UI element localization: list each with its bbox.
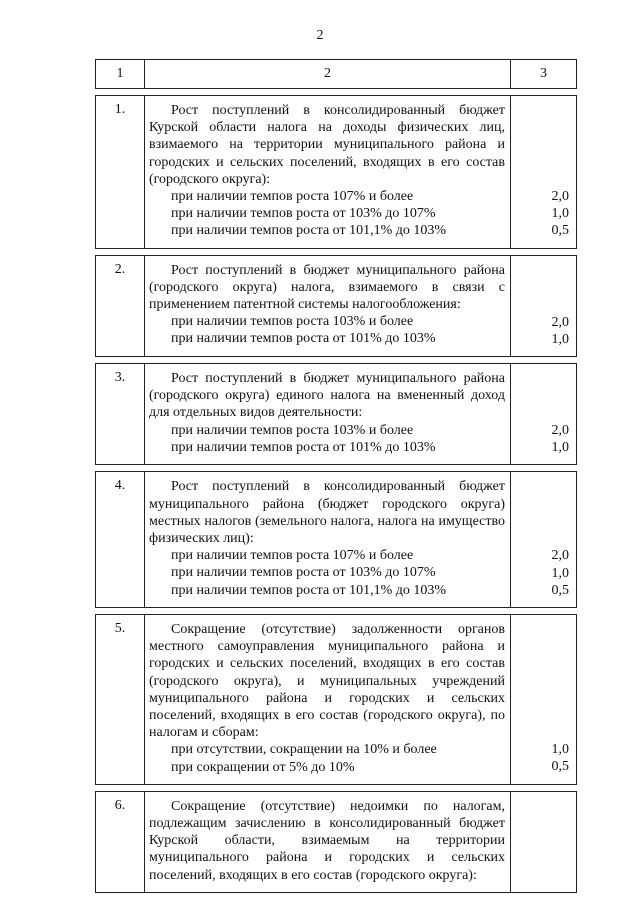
- criterion-text: Рост поступлений в бюджет муниципального района (городского округа) единого налога на вмененный доход для отдельных видов деятельности:: [149, 371, 505, 421]
- table-row: [96, 472, 577, 608]
- condition-label: при наличии темпов роста от 103% до 107%: [171, 206, 436, 222]
- points-value: 2,0: [551, 314, 569, 330]
- row-number: 5.: [96, 615, 145, 785]
- row-number: 4.: [96, 472, 145, 608]
- separator-cell: [145, 248, 511, 255]
- row-points: [511, 364, 577, 465]
- table-row: [96, 364, 577, 465]
- separator-cell: [96, 357, 145, 364]
- points-spacer: [515, 102, 569, 188]
- condition-label: при наличии темпов роста 103% и более: [171, 314, 414, 330]
- points-value: 2,0: [551, 423, 569, 439]
- points-spacer: [515, 478, 569, 547]
- separator-cell: [511, 89, 577, 96]
- condition-label: при наличии темпов роста от 101% до 103%: [171, 439, 436, 455]
- row-points: [511, 472, 577, 608]
- row-points: [511, 255, 577, 356]
- points-spacer: [515, 621, 569, 741]
- separator-cell: [96, 608, 145, 615]
- row-criterion: [145, 791, 511, 892]
- row-criterion: [145, 364, 511, 465]
- separator-cell: [96, 89, 145, 96]
- row-separator: [96, 465, 577, 472]
- condition-label: при наличии темпов роста от 101,1% до 103%: [171, 582, 447, 598]
- row-separator: [96, 784, 577, 791]
- criterion-text: Сокращение (отсутствие) задолженности органов местного самоуправления муниципального района и городских и сельских поселений, входящих в его состав (городского округа), и муниципальных учреждений муниципального района и городских и сельских поселений, входящих в его состав (городского округа), по налогам и сборам:: [149, 622, 505, 741]
- separator-cell: [96, 784, 145, 791]
- criterion-text: Рост поступлений в консолидированный бюджет муниципального района (бюджет городского округа) местных налогов (земельного налога, налога на имущество физических лиц):: [149, 479, 505, 547]
- header-cell-number: 1: [96, 60, 145, 89]
- separator-cell: [145, 608, 511, 615]
- condition-label: при наличии темпов роста 103% и более: [171, 422, 414, 438]
- separator-cell: [145, 465, 511, 472]
- points-value: 1,0: [551, 331, 569, 347]
- table-row: [96, 96, 577, 249]
- points-value: 0,5: [551, 759, 569, 775]
- criterion-text: Рост поступлений в бюджет муниципального района (городского округа) налога, взимаемого в связи с применением патентной системы налогообложения:: [149, 262, 505, 313]
- separator-cell: [511, 784, 577, 791]
- table-row: [96, 615, 577, 785]
- criterion-text: Рост поступлений в консолидированный бюджет Курской области налога на доходы физических лиц, взимаемого на территории муниципального района и городских и сельских поселений, входящих в его состав (городского округа):: [149, 103, 505, 187]
- table-row: [96, 255, 577, 356]
- row-number: 3.: [96, 364, 145, 465]
- separator-cell: [96, 465, 145, 472]
- points-value: 1,0: [551, 440, 569, 456]
- points-value: 1,0: [551, 206, 569, 222]
- points-value: 2,0: [551, 189, 569, 204]
- separator-cell: [145, 357, 511, 364]
- separator-cell: [511, 465, 577, 472]
- row-number: 2.: [96, 255, 145, 356]
- row-points: [511, 791, 577, 892]
- row-points: [511, 615, 577, 785]
- row-separator: [96, 89, 577, 96]
- condition-label: при отсутствии, сокращении на 10% и более: [171, 742, 437, 758]
- row-criterion: [145, 615, 511, 785]
- row-criterion: [145, 255, 511, 356]
- row-number: 1.: [96, 96, 145, 249]
- condition-label: при наличии темпов роста от 101,1% до 103%: [171, 223, 447, 239]
- separator-cell: [511, 357, 577, 364]
- criterion-text: Сокращение (отсутствие) недоимки по налогам, подлежащим зачислению в консолидированный бюджет Курской области, взимаемым на территории муниципального района и городских и сельских поселений, входящих в его состав (городского округа):: [149, 798, 505, 883]
- row-separator: [96, 248, 577, 255]
- points-spacer: [515, 262, 569, 314]
- condition-label: при наличии темпов роста 107% и более: [171, 548, 414, 564]
- separator-cell: [96, 248, 145, 255]
- criteria-table: [95, 59, 577, 893]
- points-value: 1,0: [551, 565, 569, 581]
- condition-label: при наличии темпов роста от 103% до 107%: [171, 565, 436, 581]
- row-number: 6.: [96, 791, 145, 892]
- points-value: 2,0: [551, 548, 569, 564]
- separator-cell: [145, 784, 511, 791]
- separator-cell: [511, 248, 577, 255]
- points-spacer: [515, 370, 569, 422]
- separator-cell: [511, 608, 577, 615]
- row-criterion: [145, 96, 511, 249]
- separator-cell: [145, 89, 511, 96]
- condition-label: при наличии темпов роста от 101% до 103%: [171, 331, 436, 347]
- header-cell-criterion: 2: [145, 60, 511, 89]
- table-row: [96, 791, 577, 892]
- table-header-row: [96, 60, 577, 89]
- row-criterion: [145, 472, 511, 608]
- row-separator: [96, 357, 577, 364]
- condition-label: при наличии темпов роста 107% и более: [171, 189, 414, 205]
- page-number: 2: [316, 28, 324, 43]
- points-value: 1,0: [551, 742, 569, 758]
- points-value: 0,5: [551, 582, 569, 598]
- row-points: [511, 96, 577, 249]
- points-value: 0,5: [551, 223, 569, 239]
- row-separator: [96, 608, 577, 615]
- condition-label: при сокращении от 5% до 10%: [171, 759, 355, 775]
- header-cell-points: 3: [511, 60, 577, 89]
